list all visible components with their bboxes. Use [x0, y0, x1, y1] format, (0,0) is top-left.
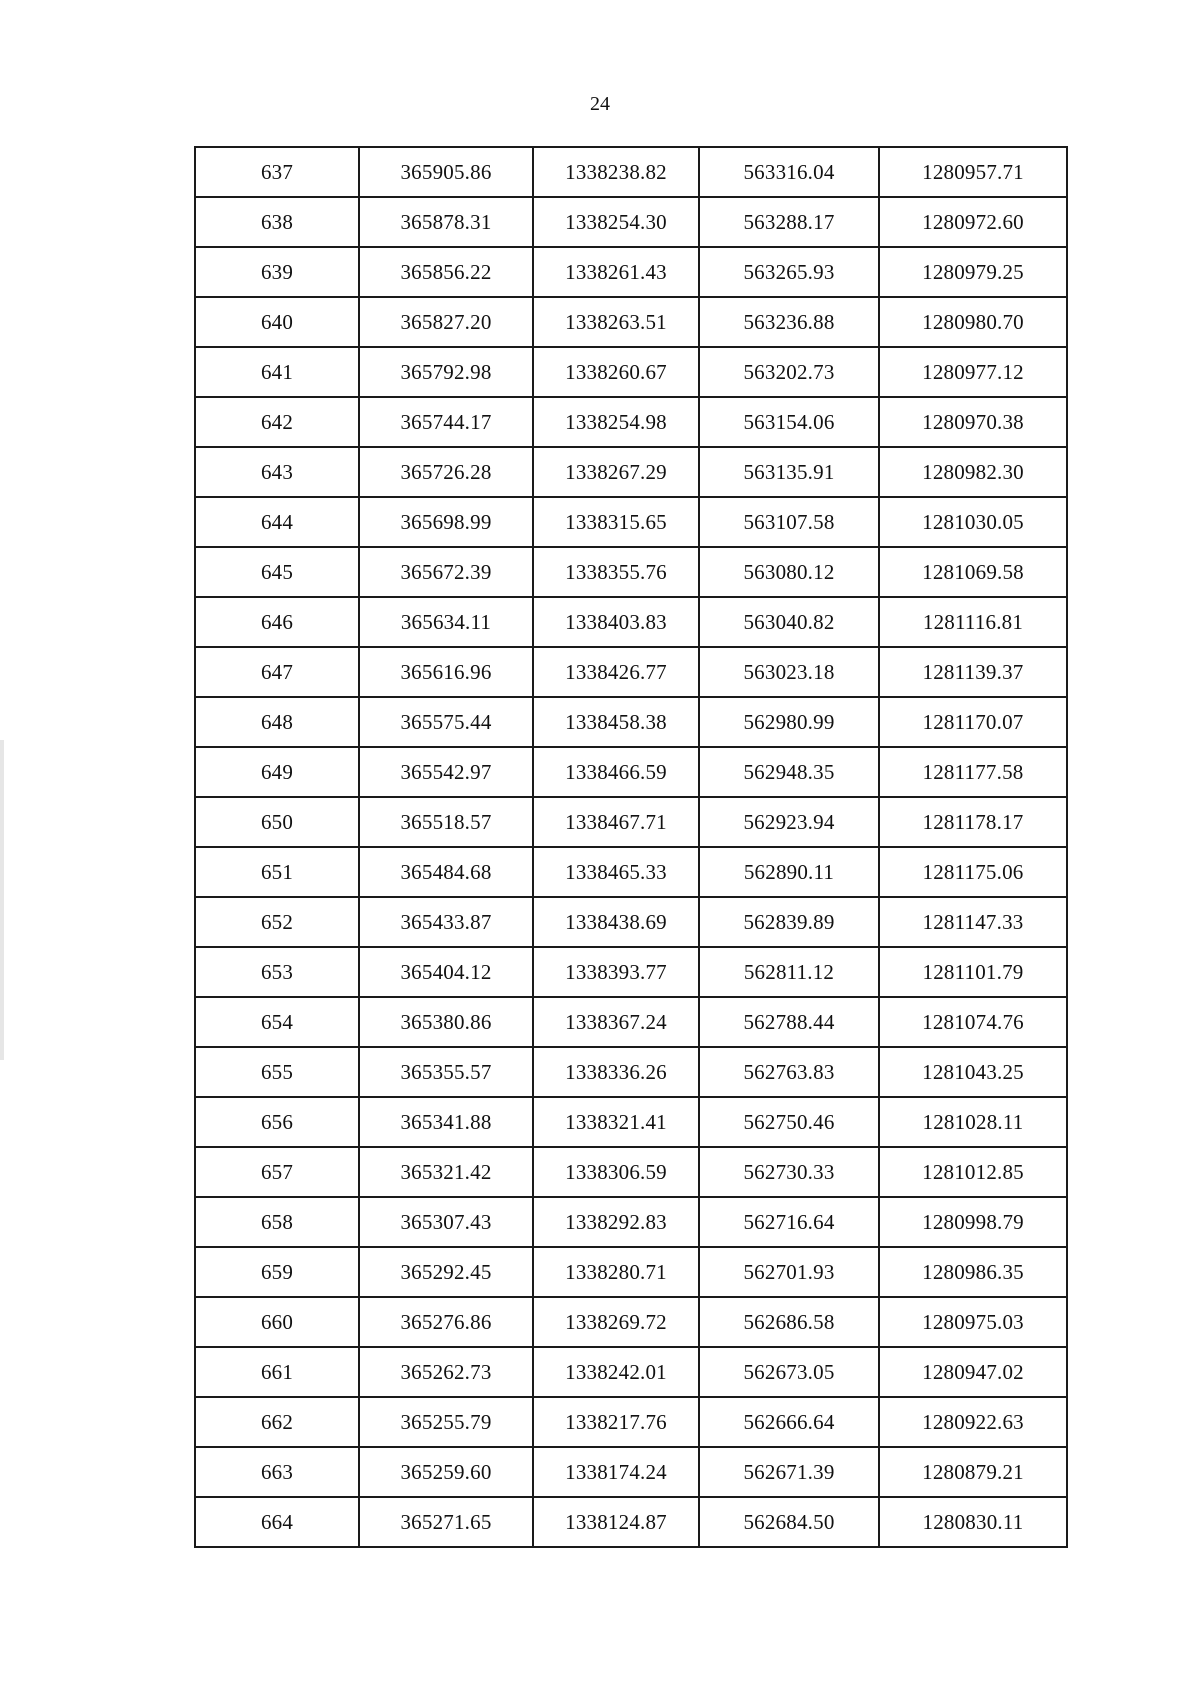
table-cell: 1338466.59 — [533, 747, 699, 797]
table-cell: 562701.93 — [699, 1247, 879, 1297]
table-cell: 1280947.02 — [879, 1347, 1067, 1397]
table-cell: 365380.86 — [359, 997, 533, 1047]
table-cell: 562811.12 — [699, 947, 879, 997]
table-row — [195, 847, 1067, 897]
table-cell: 365276.86 — [359, 1297, 533, 1347]
table-cell: 365321.42 — [359, 1147, 533, 1197]
table-cell: 1338467.71 — [533, 797, 699, 847]
table-cell: 1281147.33 — [879, 897, 1067, 947]
table-cell: 651 — [195, 847, 359, 897]
table-cell: 365827.20 — [359, 297, 533, 347]
table-cell: 562730.33 — [699, 1147, 879, 1197]
table-cell: 639 — [195, 247, 359, 297]
table-cell: 1281116.81 — [879, 597, 1067, 647]
table-cell: 1338367.24 — [533, 997, 699, 1047]
table-cell: 1338242.01 — [533, 1347, 699, 1397]
table-cell: 562980.99 — [699, 697, 879, 747]
table-cell: 1281139.37 — [879, 647, 1067, 697]
table-cell: 365484.68 — [359, 847, 533, 897]
table-cell: 1280975.03 — [879, 1297, 1067, 1347]
table-cell: 646 — [195, 597, 359, 647]
table-cell: 563288.17 — [699, 197, 879, 247]
table-cell: 365255.79 — [359, 1397, 533, 1447]
table-cell: 1338336.26 — [533, 1047, 699, 1097]
table-cell: 1338465.33 — [533, 847, 699, 897]
table-cell: 365634.11 — [359, 597, 533, 647]
table-cell: 1280986.35 — [879, 1247, 1067, 1297]
table-cell: 640 — [195, 297, 359, 347]
table-cell: 1338292.83 — [533, 1197, 699, 1247]
table-cell: 563023.18 — [699, 647, 879, 697]
table-cell: 365542.97 — [359, 747, 533, 797]
table-cell: 562671.39 — [699, 1447, 879, 1497]
table-cell: 1280977.12 — [879, 347, 1067, 397]
table-row — [195, 1397, 1067, 1447]
table-cell: 365856.22 — [359, 247, 533, 297]
table-cell: 562839.89 — [699, 897, 879, 947]
table-cell: 649 — [195, 747, 359, 797]
table-cell: 643 — [195, 447, 359, 497]
table-cell: 365672.39 — [359, 547, 533, 597]
table-row — [195, 747, 1067, 797]
table-cell: 1281012.85 — [879, 1147, 1067, 1197]
table-cell: 1338458.38 — [533, 697, 699, 747]
table-cell: 1338238.82 — [533, 147, 699, 197]
table-cell: 661 — [195, 1347, 359, 1397]
table-cell: 365292.45 — [359, 1247, 533, 1297]
table-row — [195, 497, 1067, 547]
table-row — [195, 947, 1067, 997]
table-cell: 365698.99 — [359, 497, 533, 547]
table-cell: 1281069.58 — [879, 547, 1067, 597]
table-cell: 562750.46 — [699, 1097, 879, 1147]
scan-edge-shadow — [0, 740, 4, 1060]
coordinate-table — [194, 146, 1068, 1548]
table-cell: 563040.82 — [699, 597, 879, 647]
table-cell: 365259.60 — [359, 1447, 533, 1497]
table-cell: 1338315.65 — [533, 497, 699, 547]
table-cell: 562673.05 — [699, 1347, 879, 1397]
table-row — [195, 1147, 1067, 1197]
table-cell: 365905.86 — [359, 147, 533, 197]
table-cell: 1281028.11 — [879, 1097, 1067, 1147]
table-cell: 563265.93 — [699, 247, 879, 297]
table-cell: 562684.50 — [699, 1497, 879, 1547]
table-row — [195, 1297, 1067, 1347]
table-cell: 641 — [195, 347, 359, 397]
table-row — [195, 197, 1067, 247]
table-cell: 644 — [195, 497, 359, 547]
table-cell: 1338254.30 — [533, 197, 699, 247]
page-number: 24 — [590, 93, 610, 115]
table-row — [195, 797, 1067, 847]
table-cell: 1280830.11 — [879, 1497, 1067, 1547]
table-cell: 562948.35 — [699, 747, 879, 797]
table-cell: 563236.88 — [699, 297, 879, 347]
table-cell: 653 — [195, 947, 359, 997]
table-cell: 562666.64 — [699, 1397, 879, 1447]
table-cell: 365271.65 — [359, 1497, 533, 1547]
table-cell: 1280879.21 — [879, 1447, 1067, 1497]
table-cell: 562686.58 — [699, 1297, 879, 1347]
table-cell: 1281170.07 — [879, 697, 1067, 747]
table-cell: 563154.06 — [699, 397, 879, 447]
table-row — [195, 1497, 1067, 1547]
table-cell: 562716.64 — [699, 1197, 879, 1247]
table-cell: 663 — [195, 1447, 359, 1497]
table-cell: 563080.12 — [699, 547, 879, 597]
table-cell: 1280922.63 — [879, 1397, 1067, 1447]
table-cell: 645 — [195, 547, 359, 597]
table-cell: 562763.83 — [699, 1047, 879, 1097]
table-cell: 1338280.71 — [533, 1247, 699, 1297]
table-cell: 365518.57 — [359, 797, 533, 847]
table-cell: 660 — [195, 1297, 359, 1347]
table-cell: 365433.87 — [359, 897, 533, 947]
table-row — [195, 1447, 1067, 1497]
table-cell: 1281043.25 — [879, 1047, 1067, 1097]
table-row — [195, 247, 1067, 297]
table-cell: 657 — [195, 1147, 359, 1197]
table-cell: 562923.94 — [699, 797, 879, 847]
table-cell: 1281177.58 — [879, 747, 1067, 797]
table-cell: 365744.17 — [359, 397, 533, 447]
table-row — [195, 647, 1067, 697]
table-row — [195, 297, 1067, 347]
table-cell: 642 — [195, 397, 359, 447]
table-row — [195, 1247, 1067, 1297]
table-cell: 1281101.79 — [879, 947, 1067, 997]
table-cell: 563316.04 — [699, 147, 879, 197]
table-cell: 365355.57 — [359, 1047, 533, 1097]
table-cell: 650 — [195, 797, 359, 847]
table-cell: 365616.96 — [359, 647, 533, 697]
table-cell: 1338260.67 — [533, 347, 699, 397]
table-cell: 1280979.25 — [879, 247, 1067, 297]
table-row — [195, 597, 1067, 647]
table-row — [195, 1197, 1067, 1247]
table-cell: 652 — [195, 897, 359, 947]
coordinate-table-body — [195, 147, 1067, 1547]
table-cell: 1338403.83 — [533, 597, 699, 647]
table-cell: 1338263.51 — [533, 297, 699, 347]
table-cell: 365575.44 — [359, 697, 533, 747]
table-cell: 365307.43 — [359, 1197, 533, 1247]
table-cell: 1338254.98 — [533, 397, 699, 447]
table-cell: 1280972.60 — [879, 197, 1067, 247]
table-cell: 1281175.06 — [879, 847, 1067, 897]
table-cell: 1338174.24 — [533, 1447, 699, 1497]
table-row — [195, 547, 1067, 597]
table-cell: 637 — [195, 147, 359, 197]
table-cell: 658 — [195, 1197, 359, 1247]
table-cell: 1280957.71 — [879, 147, 1067, 197]
table-cell: 654 — [195, 997, 359, 1047]
table-cell: 1338124.87 — [533, 1497, 699, 1547]
table-cell: 1281030.05 — [879, 497, 1067, 547]
table-cell: 648 — [195, 697, 359, 747]
table-cell: 1280980.70 — [879, 297, 1067, 347]
table-row — [195, 1047, 1067, 1097]
table-cell: 563107.58 — [699, 497, 879, 547]
table-row — [195, 397, 1067, 447]
table-cell: 365878.31 — [359, 197, 533, 247]
table-cell: 365262.73 — [359, 1347, 533, 1397]
table-cell: 1280998.79 — [879, 1197, 1067, 1247]
table-row — [195, 997, 1067, 1047]
table-cell: 1281178.17 — [879, 797, 1067, 847]
table-cell: 656 — [195, 1097, 359, 1147]
table-cell: 1280970.38 — [879, 397, 1067, 447]
table-row — [195, 697, 1067, 747]
table-cell: 1338426.77 — [533, 647, 699, 697]
table-cell: 563135.91 — [699, 447, 879, 497]
table-cell: 365792.98 — [359, 347, 533, 397]
table-row — [195, 447, 1067, 497]
table-cell: 662 — [195, 1397, 359, 1447]
table-cell: 562890.11 — [699, 847, 879, 897]
table-cell: 365341.88 — [359, 1097, 533, 1147]
table-cell: 1338393.77 — [533, 947, 699, 997]
table-cell: 563202.73 — [699, 347, 879, 397]
table-cell: 659 — [195, 1247, 359, 1297]
table-cell: 1338217.76 — [533, 1397, 699, 1447]
table-row — [195, 147, 1067, 197]
table-cell: 365404.12 — [359, 947, 533, 997]
table-cell: 1338267.29 — [533, 447, 699, 497]
table-cell: 1338438.69 — [533, 897, 699, 947]
table-cell: 638 — [195, 197, 359, 247]
table-cell: 365726.28 — [359, 447, 533, 497]
table-cell: 1338321.41 — [533, 1097, 699, 1147]
table-cell: 655 — [195, 1047, 359, 1097]
table-row — [195, 1347, 1067, 1397]
table-row — [195, 347, 1067, 397]
table-cell: 1281074.76 — [879, 997, 1067, 1047]
table-cell: 1280982.30 — [879, 447, 1067, 497]
table-cell: 1338269.72 — [533, 1297, 699, 1347]
table-cell: 647 — [195, 647, 359, 697]
table-cell: 664 — [195, 1497, 359, 1547]
table-cell: 1338355.76 — [533, 547, 699, 597]
table-row — [195, 1097, 1067, 1147]
table-cell: 562788.44 — [699, 997, 879, 1047]
table-row — [195, 897, 1067, 947]
table-cell: 1338306.59 — [533, 1147, 699, 1197]
table-cell: 1338261.43 — [533, 247, 699, 297]
